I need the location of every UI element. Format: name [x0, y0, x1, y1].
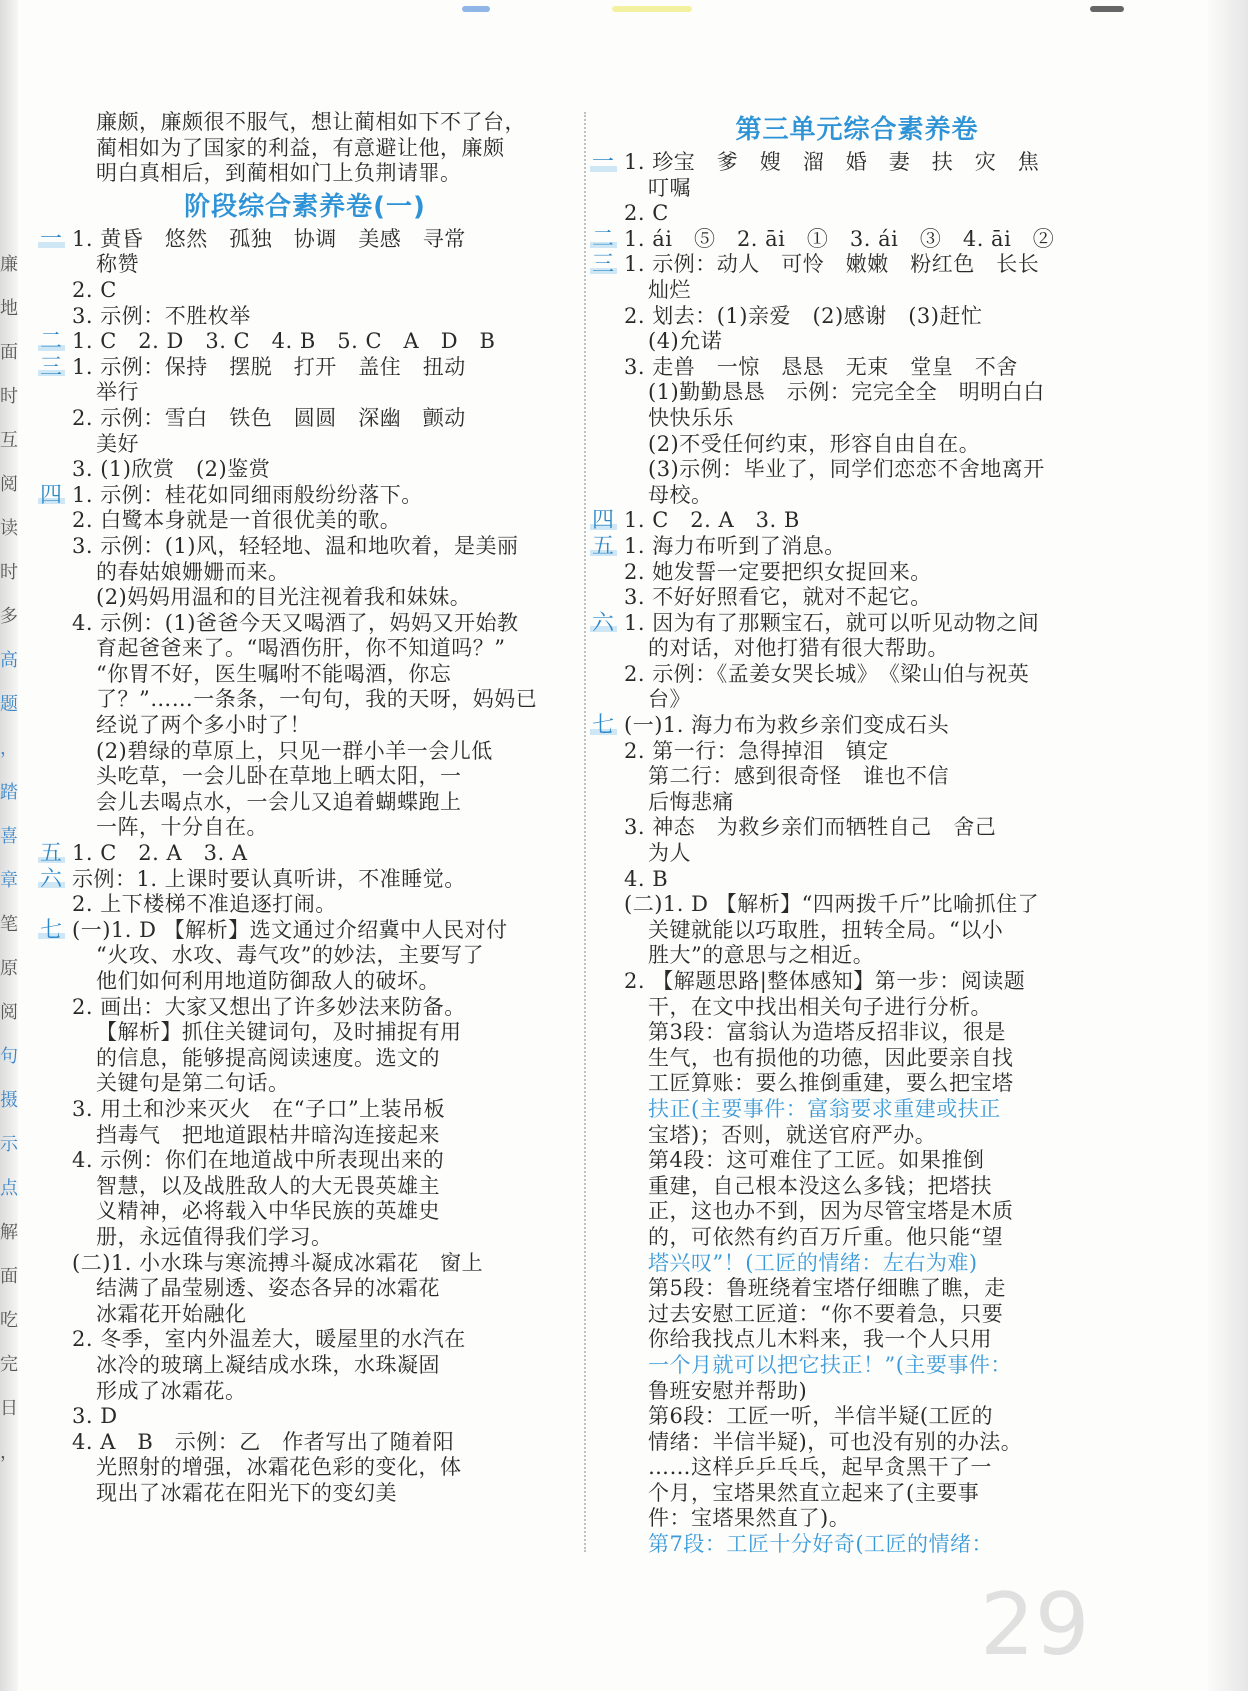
answer-text: 情绪：半信半疑)，可也没有别的办法。	[648, 1429, 1023, 1454]
answer-text: 义精神，必将载入中华民族的英雄史	[96, 1199, 440, 1224]
left-answer-line	[40, 329, 570, 355]
right-answer-line	[592, 432, 1122, 458]
answer-text: 廉颇，廉颇很不服气，想让蔺相如下不了台，	[96, 110, 526, 134]
right-answer-line	[592, 662, 1122, 688]
section-marker: 三	[40, 354, 63, 380]
answer-text: 智慧，以及战胜敌人的大无畏英雄主	[96, 1173, 440, 1198]
section-marker: 三	[592, 252, 615, 278]
right-answer-line	[592, 1020, 1122, 1046]
page-number: 29	[980, 1575, 1090, 1675]
left-answer-line	[40, 585, 570, 611]
left-answer-line	[40, 1302, 570, 1328]
left-answer-line	[40, 432, 570, 458]
answer-text: 举行	[96, 380, 139, 405]
color-mark-dark	[1090, 6, 1124, 12]
left-answer-line	[40, 918, 570, 944]
answer-text: 个月，宝塔果然直立起来了(主要事	[648, 1480, 980, 1505]
section-marker: 一	[40, 226, 63, 252]
right-answer-line	[592, 380, 1122, 406]
answer-text: 灿烂	[648, 277, 691, 302]
right-answer-line	[592, 636, 1122, 662]
right-answer-line	[592, 841, 1122, 867]
right-answer-line	[592, 150, 1122, 176]
answer-text: 鲁班安慰并帮助)	[648, 1378, 808, 1403]
right-answer-line	[592, 457, 1122, 483]
edge-char: 阅	[0, 474, 18, 495]
right-answer-line	[592, 1174, 1122, 1200]
right-answer-line	[592, 1097, 1122, 1123]
answer-text: 1. C 2. D 3. C 4. B 5. C A D B	[72, 329, 496, 354]
edge-char: 面	[0, 1266, 18, 1287]
right-answer-line	[592, 1148, 1122, 1174]
edge-char: 原	[0, 958, 18, 979]
section-marker: 五	[40, 841, 63, 867]
left-answer-line	[40, 457, 570, 483]
section-marker: 二	[40, 329, 63, 355]
left-answer-line	[40, 136, 570, 162]
answer-text: 正，这也办不到，因为尽管宝塔是木质	[648, 1199, 1014, 1224]
answer-text: 1. C 2. A 3. B	[624, 508, 800, 533]
answer-text: 快快乐乐	[648, 405, 734, 430]
left-answer-line	[40, 943, 570, 969]
edge-char: 吃	[0, 1310, 18, 1331]
right-answer-line	[592, 278, 1122, 304]
right-answer-line	[592, 252, 1122, 278]
edge-char: 喜	[0, 826, 18, 847]
answer-text: 干，在文中找出相关句子进行分析。	[648, 994, 992, 1019]
right-answer-line	[592, 943, 1122, 969]
answer-text: 2. 示例：《孟姜女哭长城》 《梁山伯与祝英	[624, 661, 1030, 686]
answer-text: (2)碧绿的草原上，只见一群小羊一会儿低	[96, 738, 493, 763]
left-answer-line	[40, 560, 570, 586]
answer-text: ……这样乒乒乓乓，起早贪黑干了一	[648, 1455, 992, 1480]
answer-text: 你给我找点儿木料来，我一个人只用	[648, 1327, 992, 1352]
left-answer-line	[40, 713, 570, 739]
edge-char: 多	[0, 606, 18, 627]
answer-text: 3. (1)欣赏 (2)鉴赏	[72, 457, 271, 482]
edge-char: 互	[0, 430, 18, 451]
left-answer-line	[40, 1071, 570, 1097]
right-answer-line	[592, 1071, 1122, 1097]
section-marker: 四	[592, 508, 615, 534]
left-answer-line	[40, 1148, 570, 1174]
answer-text: 重建，自己根本没这么多钱；把塔扶	[648, 1173, 992, 1198]
answer-text: 台》	[648, 687, 691, 712]
left-answer-line	[40, 687, 570, 713]
left-answer-line	[40, 508, 570, 534]
answer-text: 2. 她发誓一定要把织女捉回来。	[624, 559, 932, 584]
section-marker: 四	[40, 482, 63, 508]
answer-text: 1. 示例：保持 摆脱 打开 盖住 扭动	[72, 354, 466, 379]
color-mark-blue	[462, 6, 490, 12]
answer-text: 冰冷的玻璃上凝结成水珠，水珠凝固	[96, 1352, 440, 1377]
left-answer-line	[40, 1225, 570, 1251]
answer-text: 的对话，对他打猎有很大帮助。	[648, 636, 949, 661]
edge-char: 完	[0, 1354, 18, 1375]
answer-text: 为人	[648, 841, 691, 866]
right-answer-line	[592, 1199, 1122, 1225]
answer-text: 关键就能以巧取胜，扭转全局。“以小	[648, 917, 1004, 942]
answer-text: 4. B	[624, 866, 669, 891]
left-answer-line	[40, 304, 570, 330]
left-answer-line	[40, 1251, 570, 1277]
answer-text: 的信息，能够提高阅读速度。选文的	[96, 1045, 440, 1070]
edge-char: 题	[0, 694, 18, 715]
answer-text: 头吃草，一会儿卧在草地上晒太阳，一	[96, 764, 462, 789]
edge-char: 时	[0, 386, 18, 407]
edge-char: 时	[0, 562, 18, 583]
answer-text: 3. 不好好照看它，就对不起它。	[624, 585, 932, 610]
answer-text: (4)允诺	[648, 329, 723, 354]
left-answer-line	[40, 995, 570, 1021]
left-answer-line	[40, 1455, 570, 1481]
answer-text: 胜大”的意思与之相近。	[648, 943, 875, 968]
answer-text: 叮嘱	[648, 175, 691, 200]
answer-text: 母校。	[648, 482, 713, 507]
answer-text: 4. A B 示例：乙 作者写出了随着阳	[72, 1429, 455, 1454]
answer-text: 1. 示例：动人 可怜 嫩嫩 粉红色 长长	[624, 252, 1040, 277]
answer-text: 美好	[96, 431, 139, 456]
answer-text: 2. C	[624, 201, 669, 226]
left-answer-line	[40, 892, 570, 918]
left-answer-line	[40, 406, 570, 432]
answer-text: 2. 示例：雪白 铁色 圆圆 深幽 颤动	[72, 405, 466, 430]
answer-text: 2. 【解题思路|整体感知】第一步：阅读题	[624, 969, 1026, 993]
column-divider	[584, 112, 587, 1552]
right-answer-line	[592, 1353, 1122, 1379]
right-answer-line	[592, 1276, 1122, 1302]
right-answer-line	[592, 1302, 1122, 1328]
answer-text: 3. 走兽 一惊 恳恳 无束 堂皇 不舍	[624, 354, 1018, 379]
right-answer-line	[592, 1046, 1122, 1072]
answer-text: 3. 示例：(1)风，轻轻地、温和地吹着，是美丽	[72, 533, 519, 558]
edge-char: 日	[0, 1398, 18, 1419]
edge-char: 示	[0, 1134, 18, 1155]
right-answer-line	[592, 969, 1122, 995]
answer-text: 的，可依然有约百万斤重。他只能“望	[648, 1224, 1004, 1249]
answer-text: (2)妈妈用温和的目光注视着我和妹妹。	[96, 585, 472, 610]
section-marker: 二	[592, 226, 615, 252]
answer-text: 会儿去喝点水，一会儿又追着蝴蝶跑上	[96, 789, 462, 814]
left-answer-line	[40, 1046, 570, 1072]
answer-text: 3. D	[72, 1404, 118, 1429]
right-answer-line	[592, 176, 1122, 202]
right-answer-line	[592, 1532, 1122, 1558]
answer-text: (1)勤勤恳恳 示例：完完全全 明明白白	[648, 380, 1045, 405]
right-answer-line	[592, 1379, 1122, 1405]
left-answer-line	[40, 380, 570, 406]
answer-text: (一)1. 海力布为救乡亲们变成石头	[624, 713, 950, 738]
right-answer-line	[592, 1481, 1122, 1507]
left-answer-line	[40, 1097, 570, 1123]
edge-char: 地	[0, 298, 18, 319]
answer-text: 2. 第一行：急得掉泪 镇定	[624, 738, 889, 763]
answer-text: 第二行：感到很奇怪 谁也不信	[648, 764, 949, 789]
right-answer-line	[592, 534, 1122, 560]
edge-char: 面	[0, 342, 18, 363]
right-answer-line	[592, 918, 1122, 944]
answer-text: 宝塔)；否则，就送官府严办。	[648, 1122, 937, 1147]
edge-char: 章	[0, 870, 18, 891]
right-answer-line	[592, 483, 1122, 509]
section-marker: 七	[592, 713, 615, 739]
answer-text: 第7段：工匠十分好奇(工匠的情绪：	[648, 1532, 994, 1557]
answer-text: 一个月就可以把它扶正！”(主要事件：	[648, 1352, 1012, 1377]
answer-text: 冰霜花开始融化	[96, 1301, 247, 1326]
left-answer-line	[40, 764, 570, 790]
left-answer-line	[40, 815, 570, 841]
answer-text: (一)1. D 【解析】选文通过介绍冀中人民对付	[72, 917, 508, 942]
edge-char: 摄	[0, 1090, 18, 1111]
section-marker: 六	[40, 866, 63, 892]
answer-text: 2. C	[72, 277, 117, 302]
answer-text: 称赞	[96, 252, 139, 277]
left-answer-line	[40, 483, 570, 509]
left-answer-line	[40, 1404, 570, 1430]
answer-text: 形成了冰霜花。	[96, 1378, 247, 1403]
right-answer-line	[592, 560, 1122, 586]
right-answer-line	[592, 892, 1122, 918]
right-answer-line	[592, 713, 1122, 739]
right-answer-line	[592, 790, 1122, 816]
right-answer-line	[592, 1404, 1122, 1430]
answer-text: 工匠算账：要么推倒重建，要么把宝塔	[648, 1071, 1014, 1096]
left-answer-line	[40, 790, 570, 816]
left-answer-line	[40, 969, 570, 995]
left-answer-line	[40, 1199, 570, 1225]
edge-char: 笔	[0, 914, 18, 935]
answer-text: 他们如何利用地道防御敌人的破坏。	[96, 969, 440, 993]
left-answer-line	[40, 636, 570, 662]
section-marker: 六	[592, 610, 615, 636]
answer-text: 经说了两个多小时了！	[96, 713, 311, 738]
right-answer-line	[592, 1123, 1122, 1149]
edge-char: 廉	[0, 254, 18, 275]
answer-text: “你胃不好，医生嘱咐不能喝酒，你忘	[96, 661, 452, 686]
answer-text: 第3段：富翁认为造塔反招非议，很是	[648, 1020, 1006, 1045]
right-answer-line	[592, 227, 1122, 253]
left-answer-line	[40, 355, 570, 381]
right-answer-line	[592, 1430, 1122, 1456]
answer-text: 件：宝塔果然直了)。	[648, 1506, 851, 1531]
left-answer-line	[40, 611, 570, 637]
right-answer-line	[592, 508, 1122, 534]
left-answer-line	[40, 841, 570, 867]
edge-char: 句	[0, 1046, 18, 1067]
left-answer-line	[40, 1020, 570, 1046]
answer-text: 3. 示例：不胜枚举	[72, 303, 251, 328]
left-answer-line	[40, 1123, 570, 1149]
answer-text: 光照射的增强，冰霜花色彩的变化，体	[96, 1455, 462, 1480]
left-answer-line	[40, 1327, 570, 1353]
edge-char: 点	[0, 1178, 18, 1199]
answer-text: 1. 海力布听到了消息。	[624, 533, 846, 558]
answer-text: 生气，也有损他的功德，因此要亲自找	[648, 1045, 1014, 1070]
answer-text: 关键句是第二句话。	[96, 1071, 290, 1096]
section-marker: 五	[592, 533, 615, 559]
right-answer-line	[592, 1327, 1122, 1353]
answer-text: 【解析】抓住关键词句，及时捕捉有用	[96, 1020, 462, 1045]
answer-text: 2. 画出：大家又想出了许多妙法来防备。	[72, 994, 466, 1019]
right-column	[592, 110, 1122, 1558]
right-answer-line	[592, 406, 1122, 432]
left-answer-line	[40, 867, 570, 893]
section-marker: 一	[592, 150, 615, 175]
right-answer-line	[592, 687, 1122, 713]
edge-char: ，	[0, 738, 18, 759]
answer-text: 了？”……一条条，一句句，我的天呀，妈妈已	[96, 687, 538, 712]
answer-text: 2. 白鹭本身就是一首很优美的歌。	[72, 508, 402, 533]
answer-text: 2. 冬季，室内外温差大，暖屋里的水汽在	[72, 1327, 466, 1352]
answer-text: 2. 上下楼梯不准追逐打闹。	[72, 892, 337, 917]
answer-text: 挡毒气 把地道跟枯井暗沟连接起来	[96, 1122, 440, 1147]
right-answer-line	[592, 995, 1122, 1021]
answer-text: 第6段：工匠一听，半信半疑(工匠的	[648, 1404, 994, 1429]
answer-text: “火攻、水攻、毒气攻”的妙法，主要写了	[96, 943, 484, 968]
page-right-shadow	[1208, 0, 1248, 1691]
edge-char: 高	[0, 650, 18, 671]
left-answer-line	[40, 1353, 570, 1379]
section-marker: 七	[40, 917, 63, 943]
edge-char: 读	[0, 518, 18, 539]
answer-text: 册，永远值得我们学习。	[96, 1224, 333, 1249]
answer-text: 现出了冰霜花在阳光下的变幻美	[96, 1480, 397, 1505]
answer-text: 一阵，十分自在。	[96, 815, 268, 840]
answer-text: 第4段：这可难住了工匠。如果推倒	[648, 1148, 985, 1173]
right-answer-line	[592, 1225, 1122, 1251]
answer-text: 塔兴叹”！(工匠的情绪：左右为难)	[648, 1250, 978, 1275]
answer-text: 过去安慰工匠道：“你不要着急，只要	[648, 1301, 1004, 1326]
left-answer-line	[40, 227, 570, 253]
answer-text: 第5段：鲁班绕着宝塔仔细瞧了瞧，走	[648, 1276, 1006, 1301]
answer-text: 1. 珍宝 爹 嫂 溜 婚 妻 扶 灾 焦	[624, 150, 1040, 174]
answer-text: 3. 用土和沙来灭火 在“子口”上装吊板	[72, 1096, 446, 1121]
left-answer-line	[40, 1174, 570, 1200]
left-answer-line	[40, 1430, 570, 1456]
answer-text: 2. 划去：(1)亲爱 (2)感谢 (3)赶忙	[624, 303, 983, 328]
right-answer-line	[592, 867, 1122, 893]
edge-char: 阅	[0, 1002, 18, 1023]
left-answer-line	[40, 662, 570, 688]
left-answer-line	[40, 161, 570, 187]
left-answer-line	[40, 534, 570, 560]
answer-text: 1. ái ⑤ 2. āi ① 3. ái ③ 4. āi ②	[624, 226, 1055, 251]
edge-char: ，	[0, 1442, 18, 1463]
left-answer-line	[40, 739, 570, 765]
answer-text: (3)示例：毕业了，同学们恋恋不舍地离开	[648, 457, 1045, 482]
answer-text: 3. 神态 为救乡亲们而牺牲自己 舍己	[624, 815, 997, 840]
left-answer-line	[40, 1276, 570, 1302]
left-answer-line	[40, 278, 570, 304]
answer-text: 育起爸爸来了。“喝酒伤肝，你不知道吗？”	[96, 636, 506, 661]
answer-text: 4. 示例：你们在地道战中所表现出来的	[72, 1148, 445, 1173]
answer-text: (二)1. D 【解析】“四两拨千斤”比喻抓住了	[624, 892, 1040, 917]
answer-text: (二)1. 小水珠与寒流搏斗凝成冰霜花 窗上	[72, 1250, 484, 1275]
right-answer-line	[592, 329, 1122, 355]
right-answer-line	[592, 1455, 1122, 1481]
right-answer-line	[592, 1506, 1122, 1532]
left-answer-line	[40, 110, 570, 136]
answer-text: 1. 因为有了那颗宝石，就可以听见动物之间	[624, 610, 1040, 635]
color-mark-yellow	[612, 6, 692, 12]
answer-text: 结满了晶莹剔透、姿态各异的冰霜花	[96, 1276, 440, 1301]
right-answer-line	[592, 1251, 1122, 1277]
answer-text: 4. 示例：(1)爸爸今天又喝酒了，妈妈又开始教	[72, 610, 519, 635]
left-column	[40, 110, 570, 1506]
answer-text: 1. 示例：桂花如同细雨般纷纷落下。	[72, 482, 423, 507]
answer-text: 蔺相如为了国家的利益，有意避让他，廉颇	[96, 135, 505, 160]
left-answer-line	[40, 1481, 570, 1507]
answer-text: 明白真相后，到蔺相如门上负荆请罪。	[96, 161, 462, 186]
right-section-title: 第三单元综合素养卷	[735, 115, 979, 145]
edge-char: 解	[0, 1222, 18, 1243]
left-answer-line	[40, 1379, 570, 1405]
answer-text: 的春姑娘姗姗而来。	[96, 559, 290, 584]
answer-text: 示例：1. 上课时要认真听讲，不准睡觉。	[72, 866, 466, 891]
answer-text: (2)不受任何约束，形容自由自在。	[648, 431, 981, 456]
right-answer-line	[592, 355, 1122, 381]
right-answer-line	[592, 764, 1122, 790]
answer-text: 后悔悲痛	[648, 789, 734, 814]
edge-char: 踏	[0, 782, 18, 803]
right-answer-line	[592, 304, 1122, 330]
right-answer-line	[592, 585, 1122, 611]
right-answer-line	[592, 201, 1122, 227]
left-answer-line	[40, 252, 570, 278]
right-answer-line	[592, 739, 1122, 765]
right-answer-line	[592, 815, 1122, 841]
answer-text: 1. C 2. A 3. A	[72, 841, 248, 866]
left-section-title: 阶段综合素养卷(一)	[184, 191, 426, 222]
answer-text: 1. 黄昏 悠然 孤独 协调 美感 寻常	[72, 226, 466, 251]
right-answer-line	[592, 611, 1122, 637]
answer-text: 扶正(主要事件：富翁要求重建或扶正	[648, 1096, 1001, 1121]
